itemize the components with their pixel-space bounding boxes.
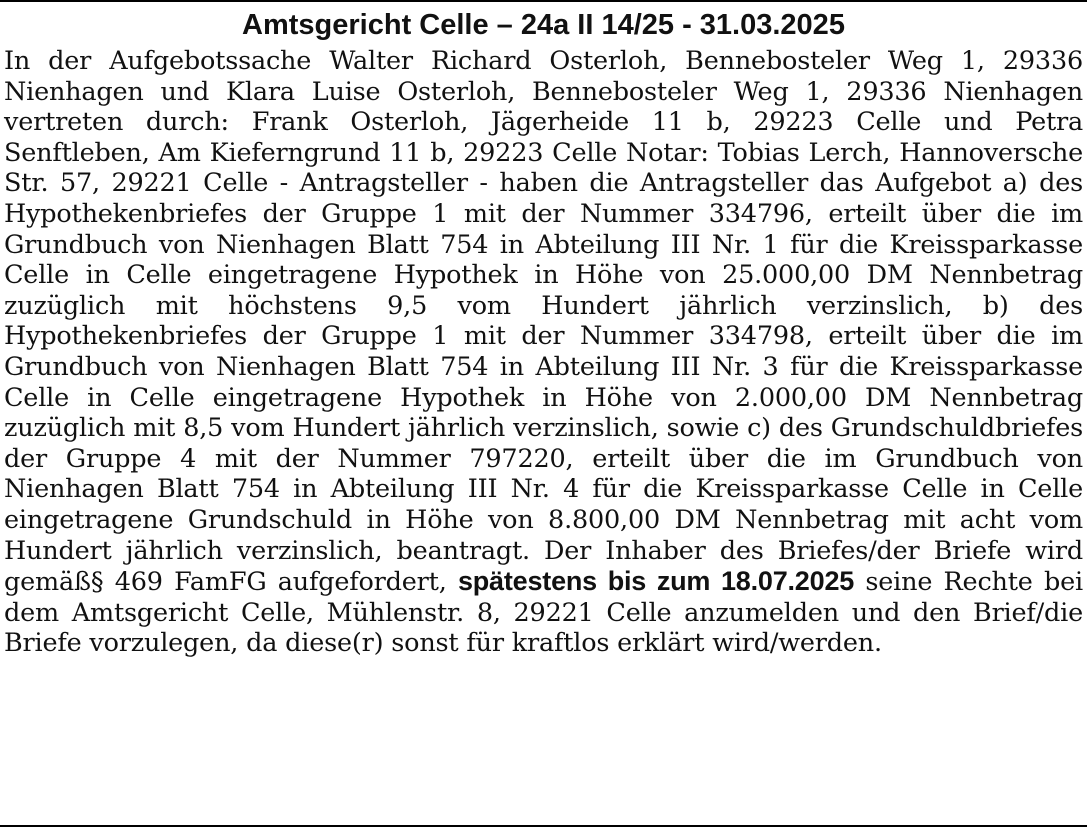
notice-text-before-deadline: In der Aufgebotssache Walter Richard Osterloh, Bennebosteler Weg 1, 29336 Nienhagen und Klara Luise Osterloh, Bennebosteler Weg 1, 29336 Nienhagen vertreten durch: Frank Osterloh, Jägerheide 11 b, 29223 Celle und Petra Senftleben, Am Kieferngrund 11 b, 29223 Celle Notar: Tobias Lerch, Hannoversche Str. 57, 29221 Celle - Antragsteller - haben die Antragsteller das Aufgebot a) des Hypothekenbriefes der Gruppe 1 mit der Nummer 334796, erteilt über die im Grundbuch von Nienhagen Blatt 754 in Abteilung III Nr. 1 für die Kreissparkasse Celle in Celle eingetragene Hypothek in Höhe von 25.000,00 DM Nennbetrag zuzüglich mit höchstens 9,5 vom Hundert jährlich verzinslich, b) des Hypothekenbriefes der Gruppe 1 mit der Nummer 334798, erteilt über die im Grundbuch von Nienhagen Blatt 754 in Abteilung III Nr. 3 für die Kreissparkasse Celle in Celle eingetragene Hypothek in Höhe von 2.000,00 DM Nennbetrag zuzüglich mit 8,5 vom Hundert jährlich verzinslich, sowie c) des Grundschuldbriefes der Gruppe 4 mit der Nummer 797220, erteilt über die im Grundbuch von Nienhagen Blatt 754 in Abteilung III Nr. 4 für die Kreissparkasse Celle in Celle eingetragene Grundschuld in Höhe von 8.800,00 DM Nennbetrag mit acht vom Hundert jährlich verzinslich, beantragt. Der Inhaber des Briefes/der Briefe wird gemäß§ 469 FamFG aufgefordert, (4, 46, 1083, 598)
notice-title: Amtsgericht Celle – 24a II 14/25 - 31.03.2025 (242, 9, 845, 41)
notice-text-after-deadline: seine Rechte bei dem Amtsgericht Celle, Mühlenstr. 8, 29221 Celle anzumelden und den Brief/die Briefe vorzulegen, da diese(r) sonst für kraftlos erklärt wird/werden. (4, 567, 1083, 659)
notice-deadline: spätestens bis zum 18.07.2025 (457, 566, 855, 597)
notice-body (4, 46, 1083, 659)
